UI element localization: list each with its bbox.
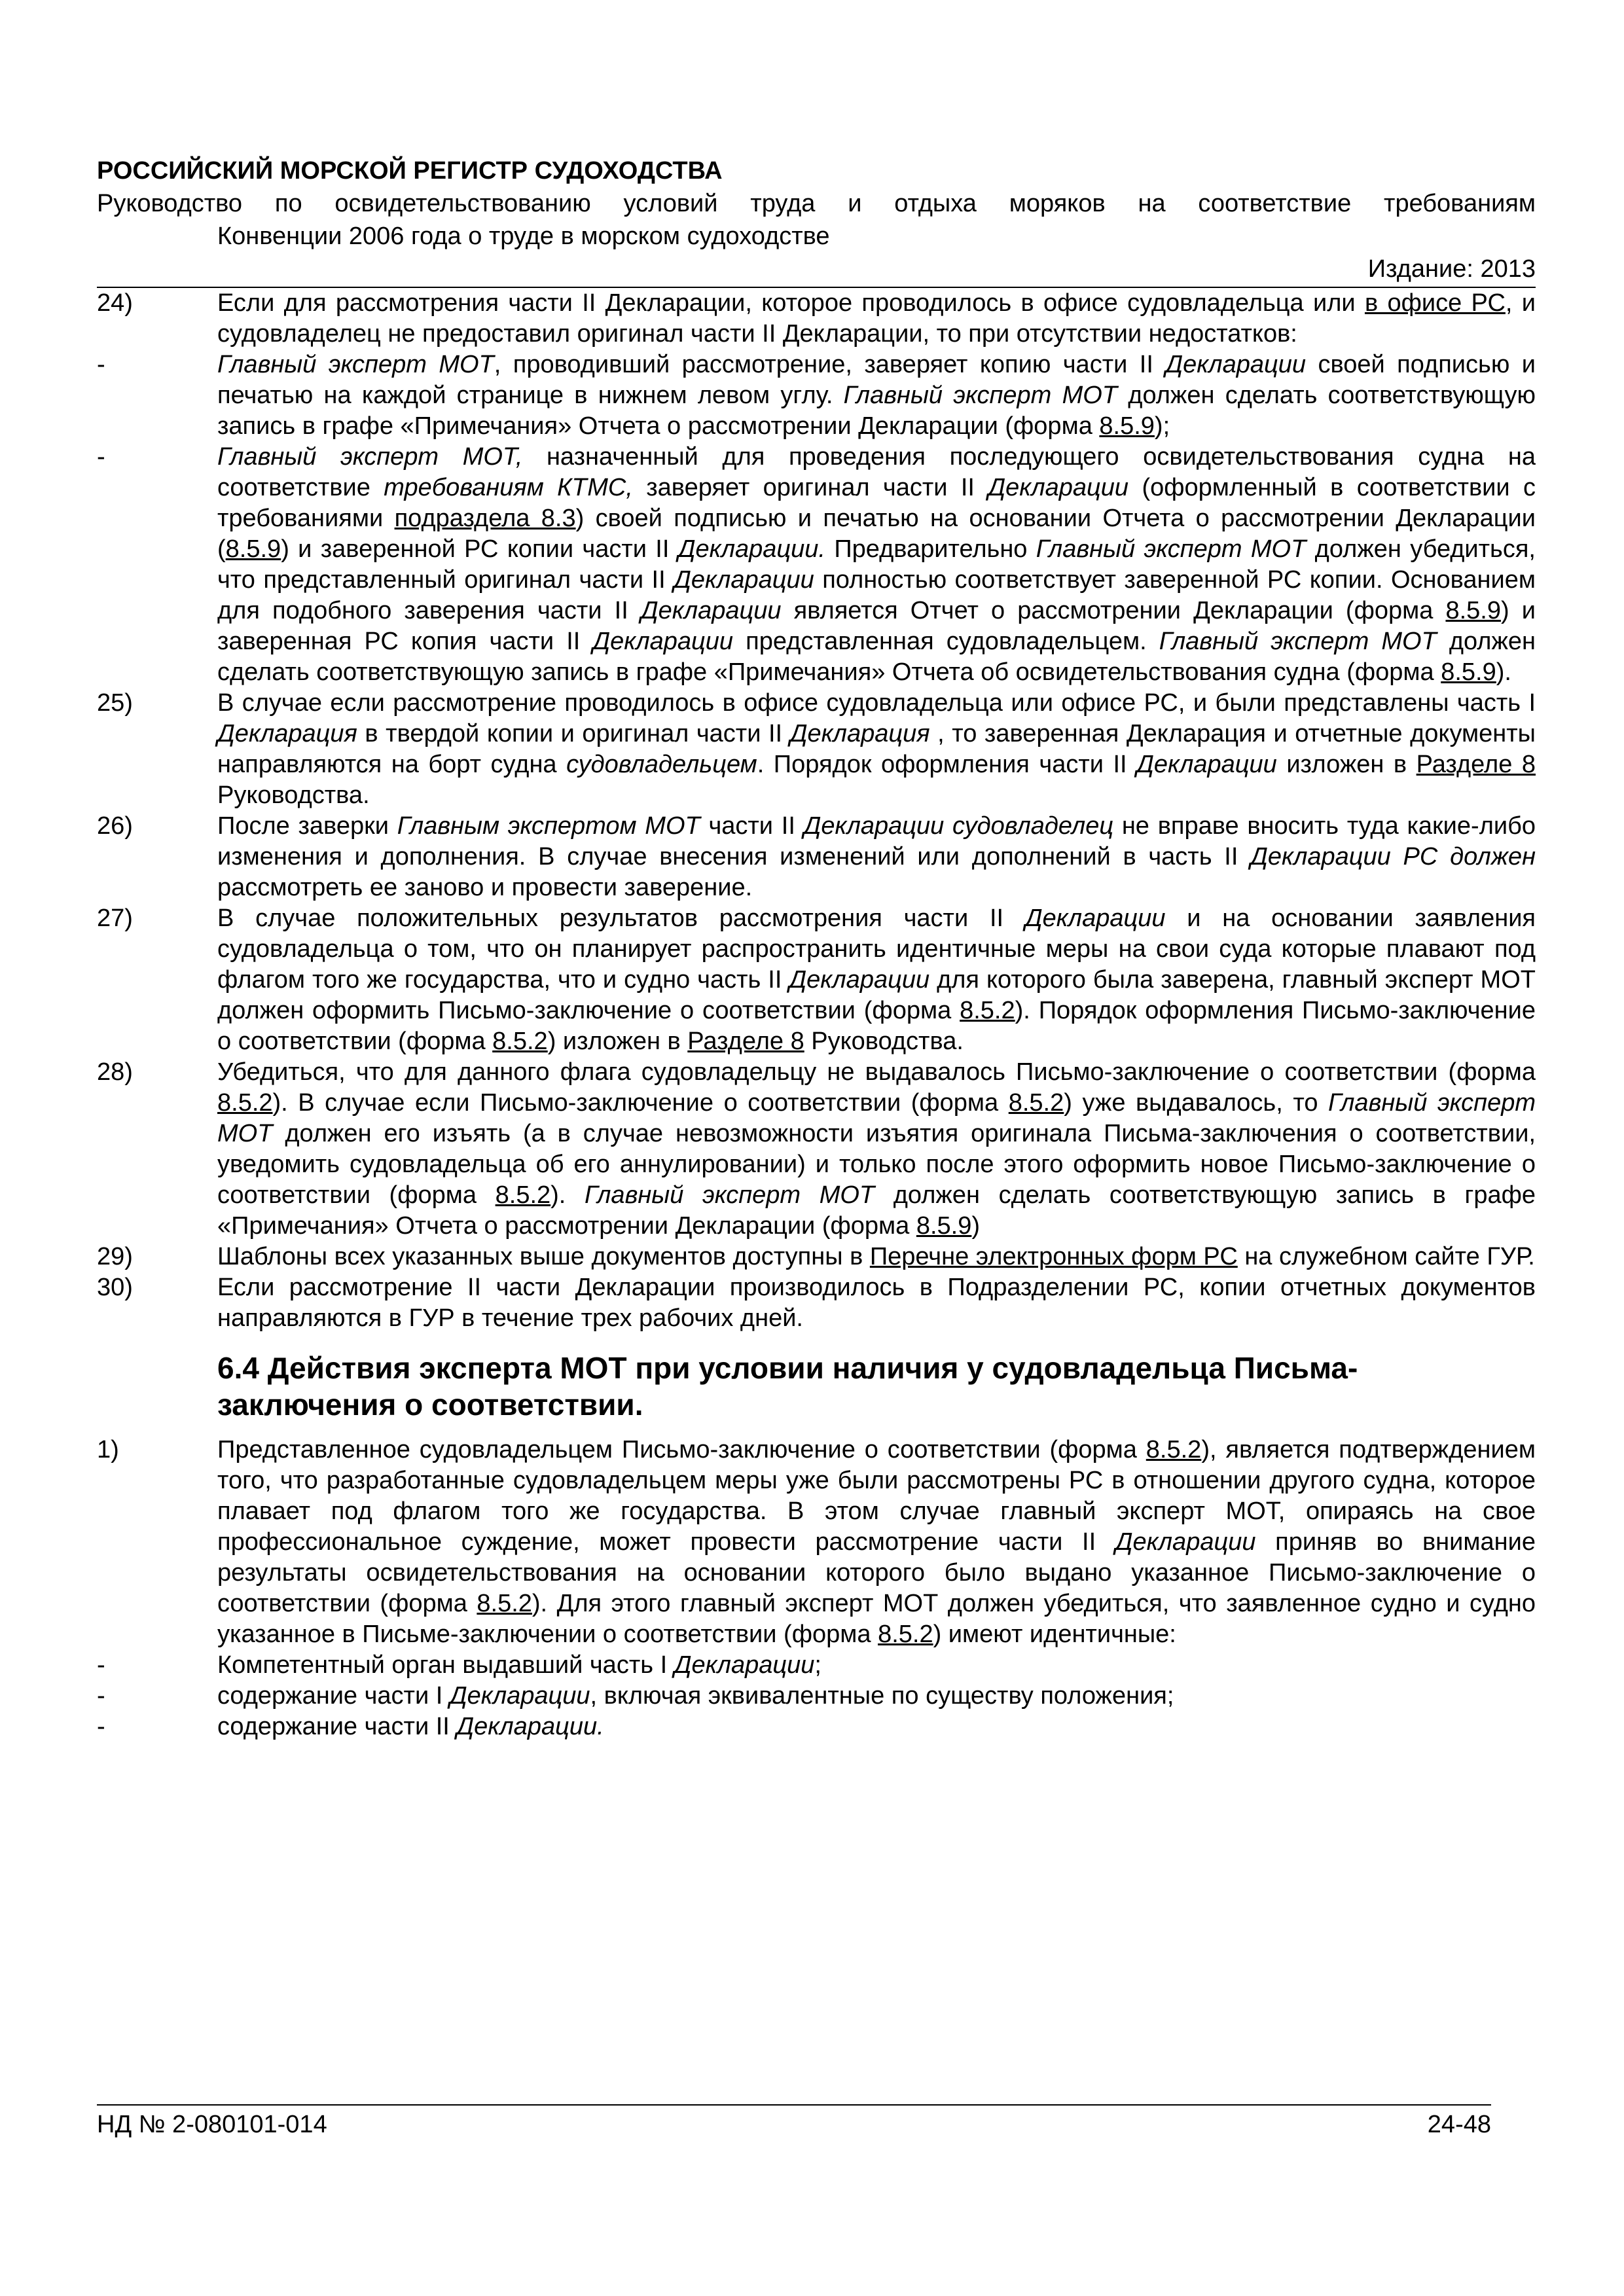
text-run: Руководства. [804,1028,964,1055]
text-run: Главный эксперт МОТ [217,351,494,378]
text-run: , проводивший рассмотрение, заверяет копию части II [494,351,1166,378]
text-run: ) своей подписью и печатью на основании Отчета о рассмотрении Декларации ( [217,505,1536,563]
link-office-rs[interactable]: в офисе РС [1364,289,1506,317]
text-run: Представленное судовладельцем Письмо-заключение о соответствии (форма [217,1436,1146,1463]
item-number: 1) [97,1436,119,1463]
item-number: 26) [97,812,133,840]
section-heading: 6.4 Действия эксперта МОТ при условии наличия у судовладельца Письма-заключения о соответствии. [217,1351,1358,1422]
text-run: Главный эксперт МОТ [1036,535,1307,563]
text-run: Декларации [988,474,1129,501]
text-run: Главный эксперт МОТ [585,1181,875,1209]
text-run: Декларации. [677,535,825,563]
text-run: Декларации судовладелец [803,812,1114,840]
document-subtitle [97,187,1536,253]
text-run: ); [1154,412,1170,440]
text-run: Декларации [1115,1528,1256,1556]
text-run: Главный эксперт МОТ [843,382,1118,409]
list-item-28 [97,1057,1536,1242]
link-electronic-forms-list[interactable]: Перечне электронных форм РС [869,1243,1238,1270]
text-run: Убедиться, что для данного флага судовладельцу не выдавалось Письмо-заключение о соответствии (форма [217,1058,1536,1086]
text-run: Главным экспертом МОТ [397,812,700,840]
text-run: ). [1496,658,1511,686]
page-header [97,154,1536,288]
dash-marker: - [97,443,105,471]
text-run: своей подписью и печатью на каждой странице в нижнем левом углу. [217,351,1536,409]
item-text [217,903,1536,1057]
item-text [217,1712,1536,1742]
text-run: должен сделать соответствующую запись в графе «Примечания» Отчета об освидетельствования судна (форма [217,628,1536,686]
link-form-8-5-9[interactable]: 8.5.9 [1441,658,1496,686]
text-run: Декларации [1136,751,1277,778]
text-run: ) уже выдавалось, то [1064,1089,1328,1117]
text-run: ). [550,1181,585,1209]
text-run: Декларации [1024,905,1166,932]
text-run: Компетентный орган выдавший часть I [217,1651,674,1679]
item-text [217,1242,1536,1272]
text-run: Декларации [674,1651,815,1679]
text-run: Главный эксперт МОТ, [217,443,523,471]
text-run: . Порядок оформления части II [757,751,1137,778]
text-run: и на основании заявления судовладельца о том, что он планирует распространить идентичные меры на свои суда которые плавают под флагом того же государства, что и судно часть II [217,905,1536,994]
text-run: , то заверенная Декларация и отчетные документы направляются на борт судна [217,720,1536,778]
link-form-8-5-2[interactable]: 8.5.2 [217,1089,273,1117]
link-form-8-5-9[interactable]: 8.5.9 [1099,412,1155,440]
text-run: ) [971,1212,981,1240]
text-run: ). В случае если Письмо-заключение о соответствии (форма [272,1089,1009,1117]
dash-marker: - [97,1713,105,1740]
text-run: на служебном сайте ГУР. [1237,1243,1535,1270]
list-item-dash [97,1712,1536,1742]
organization-name: РОССИЙСКИЙ МОРСКОЙ РЕГИСТР СУДОХОДСТВА [97,157,723,185]
text-run: Декларации [592,628,734,655]
text-run: части II [700,812,804,840]
list-item-dash [97,442,1536,688]
text-run: содержание части I [217,1682,450,1710]
text-run: ), является подтверждением того, что разработанные судовладельцем меры уже были рассмотрены РС в отношении другого судна, которое плавает под флагом того же государства. В этом случае главный эксперт МОТ, опираясь на свое профессиональное суждение, может провести рассмотрение части II [217,1436,1536,1556]
link-form-8-5-2[interactable]: 8.5.2 [1008,1089,1064,1117]
link-subsection-8-3[interactable]: подраздела 8.3 [394,505,576,532]
item-text [217,1681,1536,1712]
item-number: 30) [97,1274,133,1301]
item-number: 28) [97,1058,133,1086]
link-form-8-5-9[interactable]: 8.5.9 [1445,597,1501,624]
text-run: ) имеют идентичные: [933,1621,1176,1648]
list-item-29 [97,1242,1536,1272]
text-run: ) изложен в [547,1028,688,1055]
document-body [97,288,1536,1742]
dash-marker: - [97,1651,105,1679]
text-run: Руководства. [217,781,370,809]
link-form-8-5-9[interactable]: 8.5.9 [225,535,281,563]
subtitle-line-1: Руководство по освидетельствованию условий труда и отдыха моряков на соответствие требованиям [97,190,1536,217]
item-number: 27) [97,905,133,932]
document-number: НД № 2-080101-014 [97,2111,327,2138]
item-text [217,811,1536,903]
text-run: Главный эксперт МОТ [1159,628,1437,655]
text-run: ). Порядок оформления Письмо-заключение о соответствии (форма [217,997,1536,1055]
edition-label: Издание: 2013 [97,253,1536,288]
text-run: Декларации [449,1682,590,1710]
text-run: В случае если рассмотрение проводилось в офисе судовладельца или офисе РС, и были представлены часть I [217,689,1536,717]
text-run: назначенный для проведения последующего освидетельствования судна на соответствие [217,443,1536,501]
text-run: является Отчет о рассмотрении Декларации (форма [781,597,1446,624]
text-run: должен убедиться, что представленный оригинал части II [217,535,1536,594]
item-number: 29) [97,1243,133,1270]
text-run: Декларации. [456,1713,604,1740]
text-run: приняв во внимание результаты освидетельствования на основании которого было выдано указанное Письмо-заключение о соответствии (форма [217,1528,1536,1617]
list-item-dash [97,1650,1536,1681]
text-run: Главный эксперт МОТ [217,1089,1536,1147]
item-text [217,688,1536,811]
text-run: Шаблоны всех указанных выше документов доступны в [217,1243,870,1270]
text-run: , и судовладелец не предоставил оригинал части II Декларации, то при отсутствии недостатков: [217,289,1536,348]
link-section-8[interactable]: Разделе 8 [1416,751,1536,778]
item-text [217,350,1536,442]
subtitle-line-2: Конвенции 2006 года о труде в морском судоходстве [217,223,830,250]
item-text: Если рассмотрение II части Декларации производилось в Подразделении РС, копии отчетных документов направляются в ГУР в течение трех рабочих дней. [217,1274,1536,1332]
text-run: Декларация [217,720,357,747]
item-text [217,288,1536,350]
link-form-8-5-2[interactable]: 8.5.2 [477,1590,532,1617]
text-run: представленная судовладельцем. [733,628,1159,655]
text-run: Декларации РС должен [1250,843,1536,870]
item-text [217,1650,1536,1681]
text-run: Декларация [789,720,930,747]
text-run: В случае положительных результатов рассмотрения части II [217,905,1025,932]
text-run: Декларации [1165,351,1307,378]
link-form-8-5-9[interactable]: 8.5.9 [916,1212,972,1240]
list-item-24 [97,288,1536,350]
page-number: 24-48 [1427,2111,1491,2138]
text-run: для которого была заверена, главный эксперт МОТ должен оформить Письмо-заключение о соответствии (форма [217,966,1536,1024]
text-run: Декларации [640,597,782,624]
text-run: ). Для этого главный эксперт МОТ должен убедиться, что заявленное судно и судно указанное в Письме-заключении о соответствии (форма [217,1590,1536,1648]
text-run: изложен в [1276,751,1416,778]
item-text [217,442,1536,688]
text-run: ; [814,1651,821,1679]
text-run: , включая эквивалентные по существу положения; [590,1682,1174,1710]
text-run: заверяет оригинал части II [632,474,988,501]
text-run: полностью соответствует заверенной РС копии. Основанием для подобного заверения части II [217,566,1536,624]
link-form-8-5-2[interactable]: 8.5.2 [492,1028,548,1055]
text-run: требованиям КТМС, [384,474,633,501]
text-run: рассмотреть ее заново и провести заверение. [217,874,753,901]
text-run: Предварительно [825,535,1036,563]
text-run: в твердой копии и оригинал части II [357,720,790,747]
item-number: 25) [97,689,133,717]
text-run: не вправе вносить туда какие-либо изменения и дополнения. В случае внесения изменений или дополнений в часть II [217,812,1536,870]
dash-marker: - [97,351,105,378]
item-text [217,1057,1536,1242]
text-run: должен сделать соответствующую запись в графе «Примечания» Отчета о рассмотрении Декларации (форма [217,1181,1536,1240]
item-text [217,1435,1536,1650]
section-list-item-1 [97,1435,1536,1650]
list-item-dash [97,350,1536,442]
list-item-26 [97,811,1536,903]
dash-marker: - [97,1682,105,1710]
text-run: ) и заверенной РС копии части II [281,535,678,563]
link-form-8-5-2[interactable]: 8.5.2 [960,997,1015,1024]
text-run: После заверки [217,812,397,840]
text-run: содержание части II [217,1713,457,1740]
page-footer [97,2104,1491,2139]
text-run: Декларации [674,566,814,594]
text-run: должен его изъять (а в случае невозможности изъятия оригинала Письма-заключения о соответствии, уведомить судовладельца об его аннулировании) и только после этого оформить новое Письмо-заключение о соответствии (форма [217,1120,1536,1209]
link-section-8[interactable]: Разделе 8 [687,1028,804,1055]
text-run: ) и заверенная РС копия части II [217,597,1536,655]
list-item-27 [97,903,1536,1057]
list-item-30 [97,1272,1536,1334]
text-run: Если для рассмотрения части II Декларации, которое проводилось в офисе судовладельца или [217,289,1365,317]
text-run: (оформленный в соответствии с требованиями [217,474,1536,532]
text-run: Декларации [789,966,930,994]
list-item-25 [97,688,1536,811]
item-number: 24) [97,289,133,317]
link-form-8-5-2[interactable]: 8.5.2 [1146,1436,1202,1463]
text-run: должен сделать соответствующую запись в графе «Примечания» Отчета о рассмотрении Декларации (форма [217,382,1536,440]
link-form-8-5-2[interactable]: 8.5.2 [495,1181,551,1209]
link-form-8-5-2[interactable]: 8.5.2 [878,1621,933,1648]
list-item-dash [97,1681,1536,1712]
text-run: судовладельцем [566,751,757,778]
